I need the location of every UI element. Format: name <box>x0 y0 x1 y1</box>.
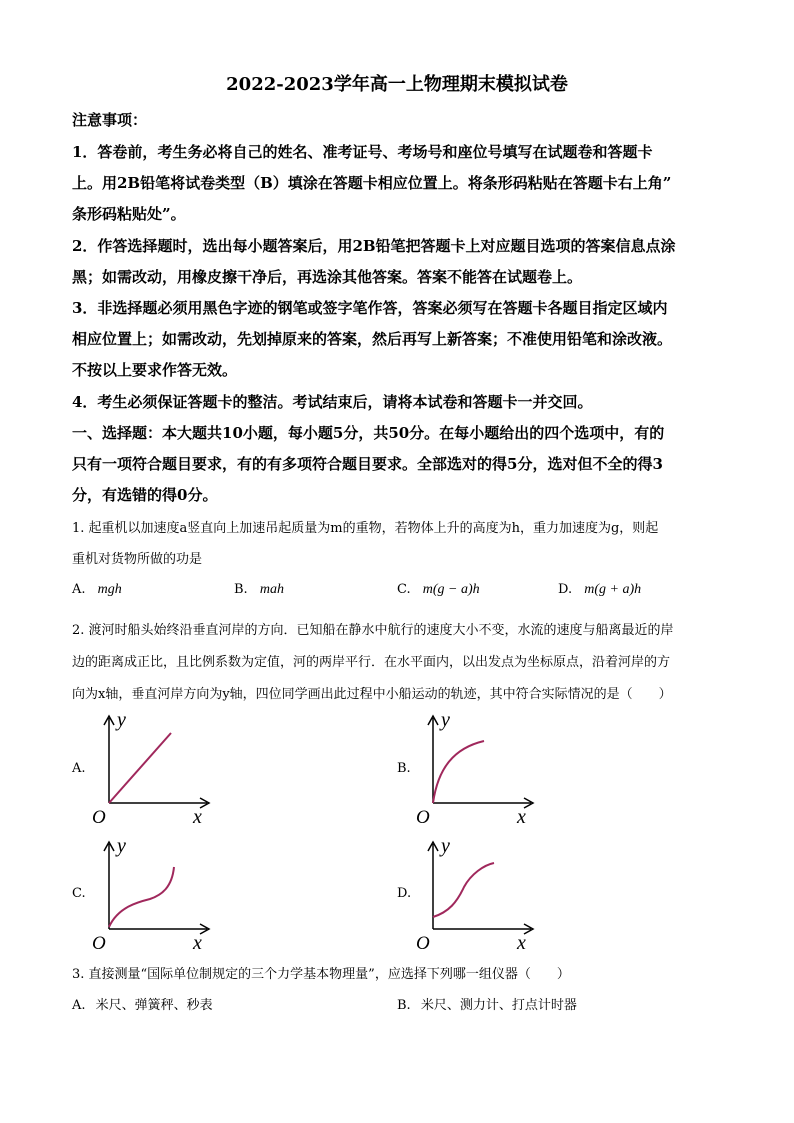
q2-stem-line: 2. 渡河时船头始终沿垂直河岸的方向．已知船在静水中航行的速度大小不变，水流的速度与船离最近的岸 <box>72 623 674 638</box>
notice-line: 相应位置上；如需改动，先划掉原来的答案，然后再写上新答案；不准使用铅笔和涂改液。 <box>72 330 673 348</box>
notice-line: 3．非选择题必须用黑色字迹的钢笔或签字笔作答，答案必须写在答题卡各题目指定区域内 <box>72 299 668 317</box>
trajectory-curve <box>433 863 494 917</box>
section-line: 分，有选错的得0分。 <box>72 486 218 504</box>
notice-heading: 注意事项： <box>72 111 148 129</box>
option-label: B. <box>397 998 411 1013</box>
q1-option-a[interactable] <box>72 582 122 598</box>
origin-label: O <box>416 807 430 828</box>
origin-label: O <box>92 807 106 828</box>
page-title: 2022-2023学年高一上物理期末模拟试卷 <box>226 74 568 95</box>
y-axis-label: y <box>441 835 450 857</box>
y-axis-label: y <box>117 835 126 857</box>
x-axis-label: x <box>193 806 202 828</box>
q2-stem-line: 向为x轴，垂直河岸方向为y轴，四位同学画出此过程中小船运动的轨迹，其中符合实际情况的是（ ） <box>72 687 672 702</box>
notice-line: 不按以上要求作答无效。 <box>72 361 238 379</box>
q2-option-a-label[interactable]: A. <box>72 761 86 776</box>
x-axis-label: x <box>193 932 202 954</box>
q2-option-c-label[interactable]: C. <box>72 886 86 901</box>
x-axis-label: x <box>517 806 526 828</box>
option-expression: mgh <box>97 582 122 597</box>
section-line: 一、选择题：本大题共10小题，每小题5分，共50分。在每小题给出的四个选项中，有的 <box>72 424 665 442</box>
notice-line: 1．答卷前，考生务必将自己的姓名、准考证号、考场号和座位号填写在试题卷和答题卡 <box>72 143 653 161</box>
q3-stem-line: 3. 直接测量“国际单位制规定的三个力学基本物理量”，应选择下列哪一组仪器（ ） <box>72 967 570 982</box>
q2-option-d-label[interactable]: D. <box>397 886 412 901</box>
q1-option-b[interactable] <box>234 582 284 598</box>
q1-option-d[interactable] <box>558 582 641 598</box>
option-label: A. <box>72 582 86 597</box>
q2-option-b-label[interactable]: B. <box>397 761 411 776</box>
q2-graph-a[interactable] <box>90 706 220 831</box>
notice-line: 4．考生必须保证答题卡的整洁。考试结束后，请将本试卷和答题卡一并交回。 <box>72 393 593 411</box>
option-label: C. <box>397 582 411 597</box>
option-label: A. <box>72 998 86 1013</box>
y-axis-label: y <box>441 709 450 731</box>
q2-graph-b[interactable] <box>414 706 544 831</box>
q2-graph-d[interactable] <box>414 832 544 957</box>
y-axis-label: y <box>117 709 126 731</box>
trajectory-curve <box>433 741 484 803</box>
option-expression: m(g + a)h <box>584 582 642 597</box>
q1-option-c[interactable] <box>397 582 480 598</box>
q3-option-b[interactable] <box>397 994 577 1013</box>
q2-graph-c[interactable] <box>90 832 220 957</box>
section-line: 只有一项符合题目要求，有的有多项符合题目要求。全部选对的得5分，选对但不全的得3 <box>72 455 663 473</box>
option-expression: mah <box>259 582 284 597</box>
option-text: 米尺、测力计、打点计时器 <box>420 998 577 1013</box>
option-text: 米尺、弹簧秤、秒表 <box>95 998 213 1013</box>
notice-line: 条形码粘贴处”。 <box>72 205 186 223</box>
q1-stem-line: 重机对货物所做的功是 <box>72 552 203 567</box>
notice-line: 黑；如需改动，用橡皮擦干净后，再选涂其他答案。答案不能答在试题卷上。 <box>72 268 583 286</box>
q2-stem-line: 边的距离成正比，且比例系数为定值，河的两岸平行．在水平面内，以出发点为坐标原点，沿着河岸的方 <box>72 655 671 670</box>
q1-stem-line: 1. 起重机以加速度a竖直向上加速吊起质量为m的重物，若物体上升的高度为h，重力加速度为g，则起 <box>72 521 659 536</box>
origin-label: O <box>92 933 106 954</box>
origin-label: O <box>416 933 430 954</box>
notice-line: 上。用2B铅笔将试卷类型（B）填涂在答题卡相应位置上。将条形码粘贴在答题卡右上角” <box>72 174 672 192</box>
option-expression: m(g − a)h <box>422 582 480 597</box>
x-axis-label: x <box>517 932 526 954</box>
option-label: D. <box>558 582 573 597</box>
option-label: B. <box>234 582 248 597</box>
q3-option-a[interactable] <box>72 994 213 1013</box>
trajectory-curve <box>109 733 171 803</box>
trajectory-curve <box>109 867 174 927</box>
notice-line: 2．作答选择题时，选出每小题答案后，用2B铅笔把答题卡上对应题目选项的答案信息点涂 <box>72 237 676 255</box>
